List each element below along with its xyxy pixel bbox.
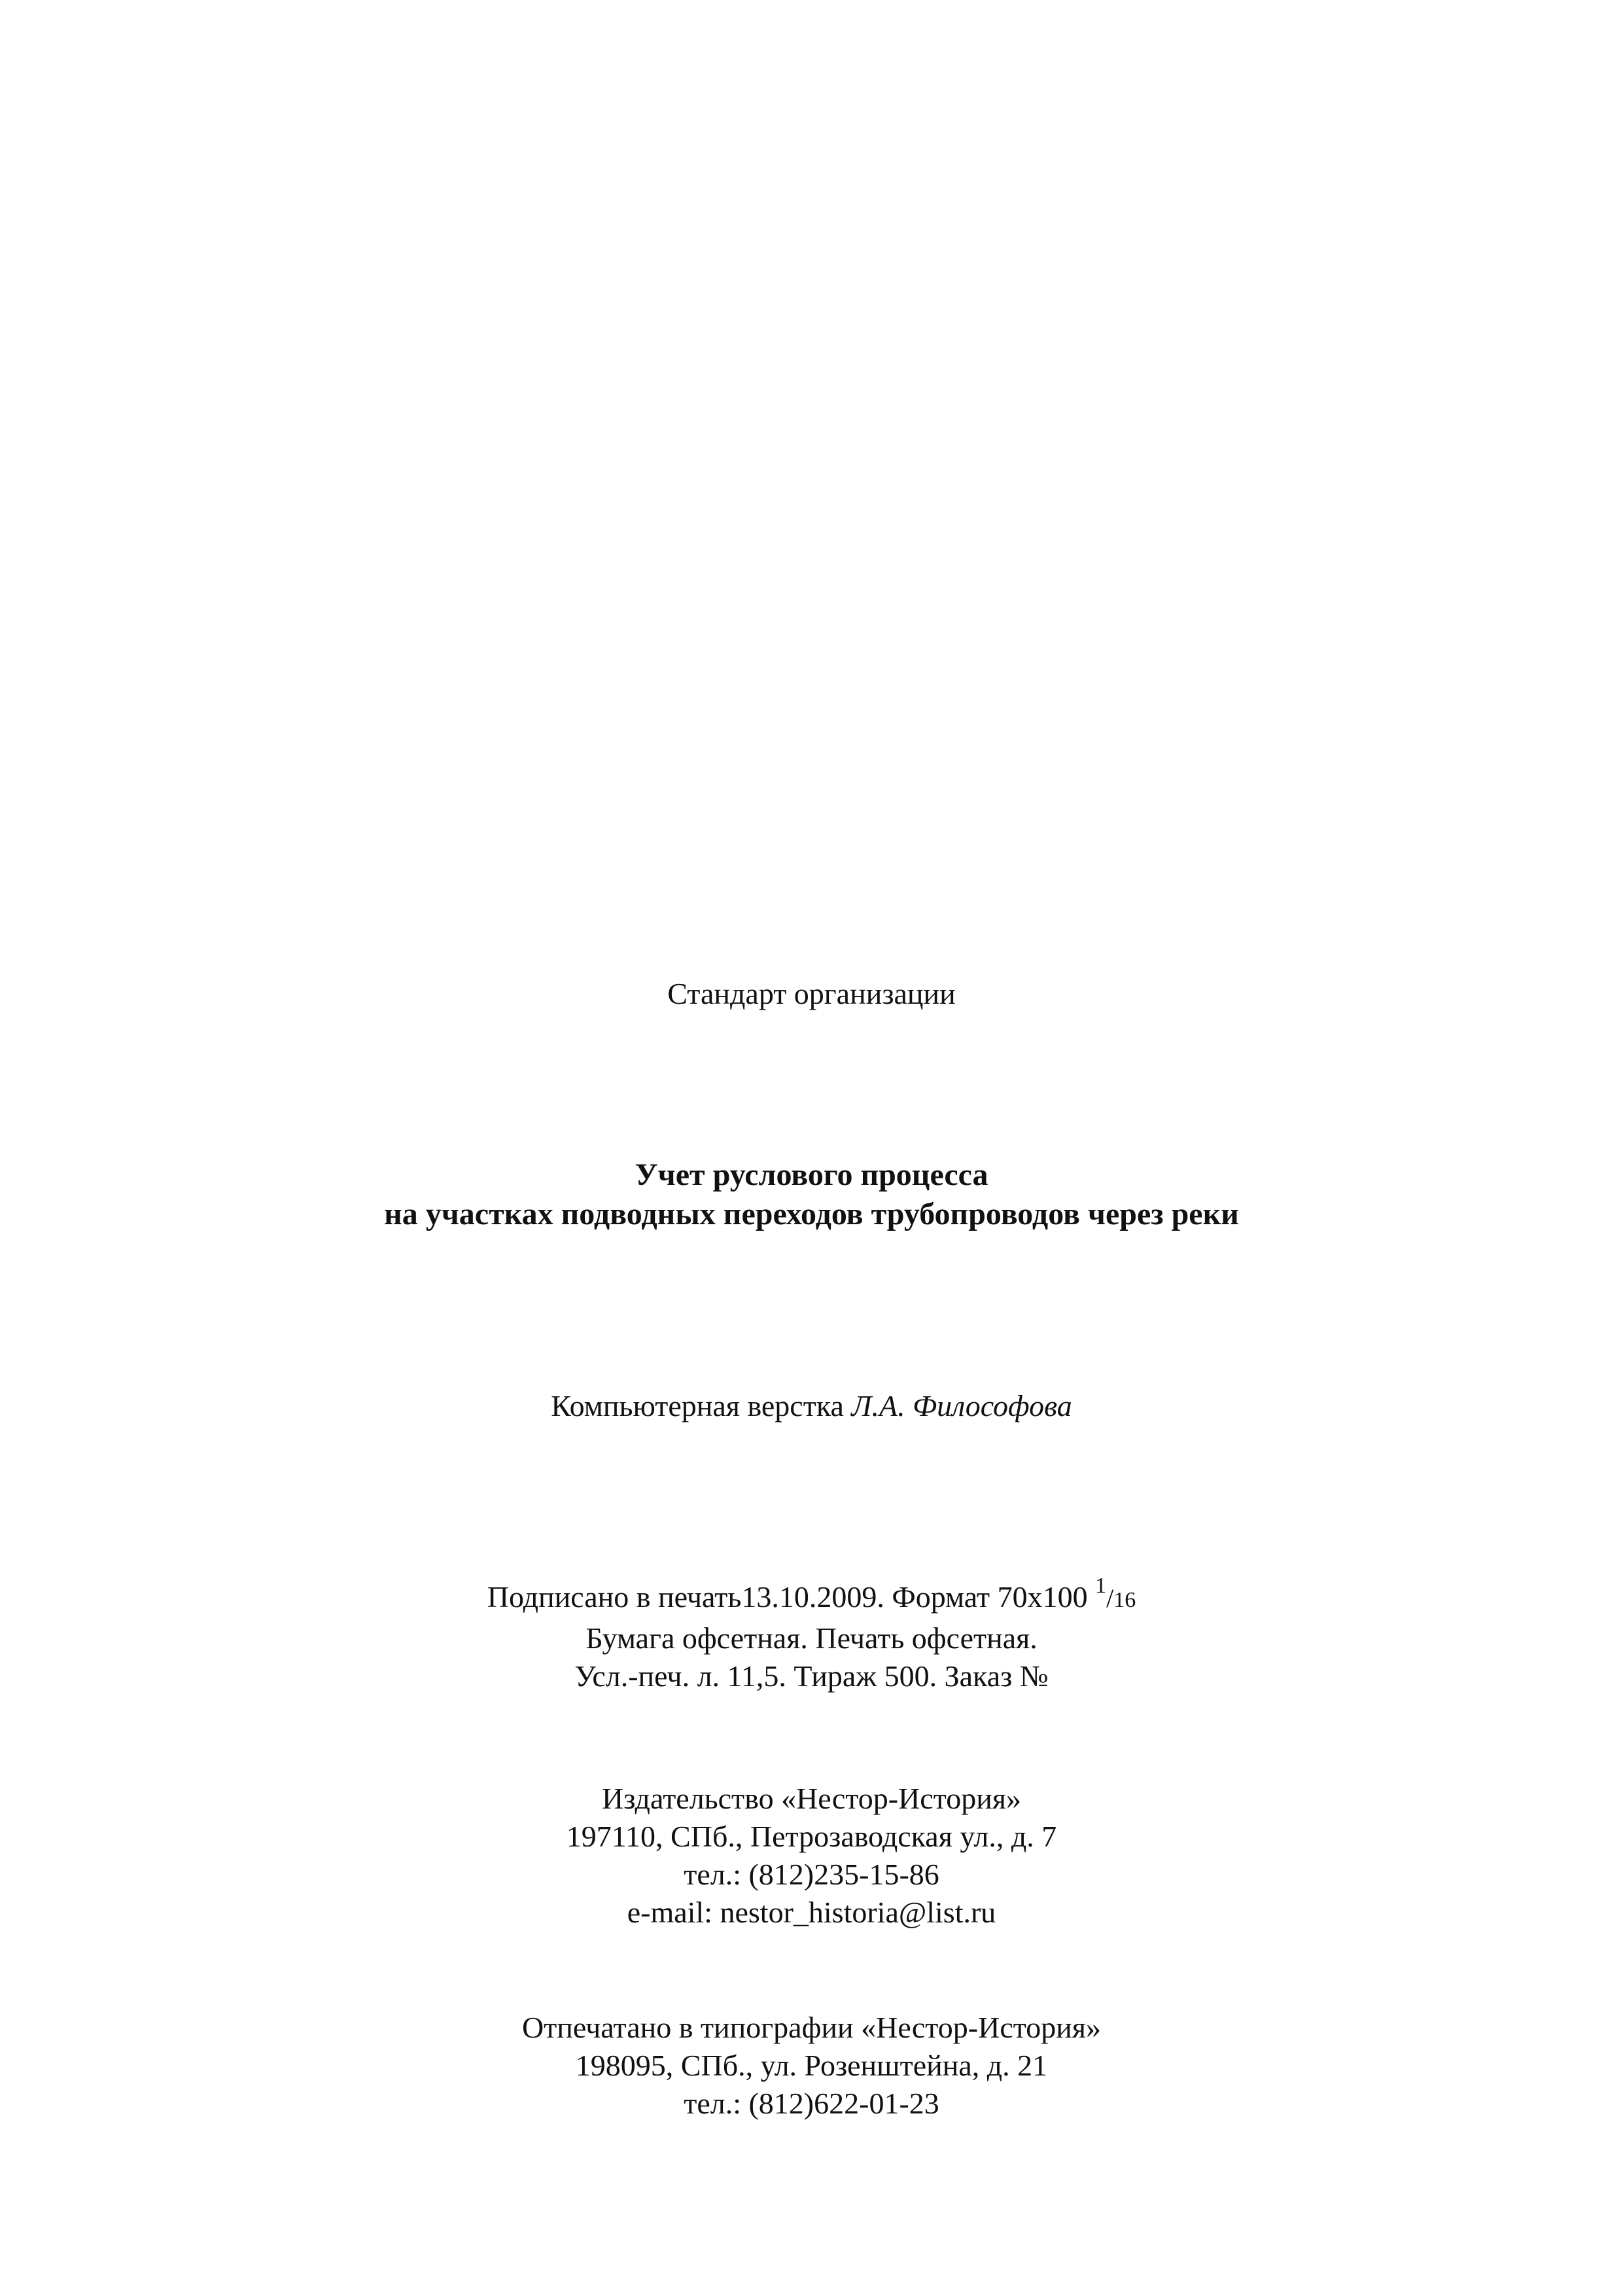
format-fraction-numerator: 1: [1095, 1574, 1107, 1598]
publisher-info: [0, 1780, 1623, 1932]
print-info-format: Подписано в печать13.10.2009. Формат 70х100: [487, 1580, 1088, 1614]
layout-credit-name: Л.А. Философова: [851, 1389, 1072, 1422]
printer-phone: тел.: (812)622-01-23: [684, 2087, 939, 2120]
format-fraction-denominator: 16: [1113, 1588, 1136, 1612]
publisher-address: 197110, СПб., Петрозаводская ул., д. 7: [566, 1820, 1057, 1853]
print-info: [0, 1567, 1623, 1695]
print-info-line-3: Усл.-печ. л. 11,5. Тираж 500. Заказ №: [574, 1659, 1049, 1693]
standard-label: Стандарт организации: [667, 977, 956, 1010]
document-title: [0, 1156, 1623, 1234]
printer-info: [0, 2009, 1623, 2123]
title-line-1: Учет руслового процесса: [635, 1157, 988, 1192]
format-fraction: [1095, 1574, 1136, 1613]
publisher-name: Издательство «Нестор-История»: [602, 1782, 1021, 1815]
layout-credit-line: [0, 1387, 1623, 1425]
layout-credit-label: Компьютерная верстка: [551, 1389, 844, 1422]
publisher-email: e-mail: nestor_historia@list.ru: [627, 1896, 996, 1929]
print-info-line-2: Бумага офсетная. Печать офсетная.: [585, 1621, 1038, 1655]
standard-label-block: [0, 975, 1623, 1013]
printer-name: Отпечатано в типографии «Нестор-История»: [521, 2011, 1102, 2044]
layout-credit: [0, 1387, 1623, 1425]
format-fraction-slash: /: [1106, 1583, 1114, 1613]
publisher-phone: тел.: (812)235-15-86: [684, 1858, 939, 1891]
print-info-line-1: [0, 1567, 1623, 1619]
title-line-2: на участках подводных переходов трубопроводов через реки: [384, 1197, 1239, 1231]
printer-address: 198095, СПб., ул. Розенштейна, д. 21: [575, 2049, 1048, 2082]
